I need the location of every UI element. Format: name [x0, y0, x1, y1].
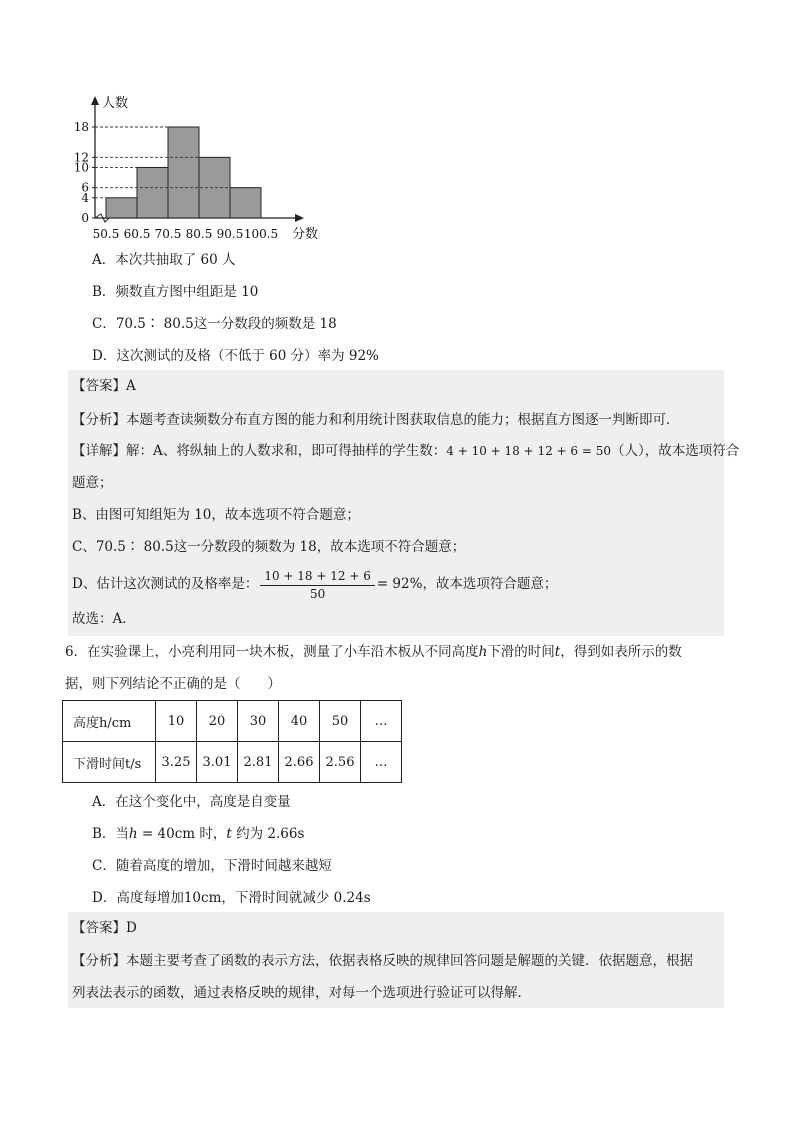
- q5-detail-4: D、估计这次测试的及格率是： $\frac{10 + 18 + 12 + 6}{50}$ = 92%，故本选项符合题意；: [72, 568, 558, 601]
- x-tick-label: 50.5: [92, 227, 120, 241]
- y-tick-label: 4: [81, 190, 89, 205]
- table-cell: 3.01: [197, 742, 238, 783]
- table-cell: …: [361, 742, 402, 783]
- q5-option-b: B．频数直方图中组距是 10: [92, 284, 259, 300]
- y-tick-label: 6: [81, 180, 89, 195]
- q5-option-c: C．70.5∶ 80.5这一分数段的频数是 18: [92, 316, 337, 332]
- table-cell: 50: [320, 701, 361, 742]
- q5-detail-1-cont: 题意；: [72, 475, 113, 491]
- row-header-time: 下滑时间t/s: [63, 742, 156, 783]
- table-cell: …: [361, 701, 402, 742]
- table-cell: 40: [279, 701, 320, 742]
- q5-analysis: 【分析】本题考查读频数分布直方图的能力和利用统计图获取信息的能力；根据直方图逐一判断即可．: [72, 412, 680, 428]
- q5-detail-3: C、70.5∶ 80.5这一分数段的频数为 18，故本选项不符合题意；: [72, 539, 466, 555]
- table-cell: 10: [156, 701, 197, 742]
- y-tick-label: 10: [73, 160, 89, 175]
- table-cell: 2.81: [238, 742, 279, 783]
- pass-rate-fraction: $\frac{10 + 18 + 12 + 6}{50}$: [260, 568, 375, 602]
- x-axis-label: 分数: [292, 227, 319, 242]
- x-tick-label: 80.5: [185, 227, 213, 241]
- q5-option-d: D．这次测试的及格（不低于 60 分）率为 92%: [92, 348, 379, 364]
- x-tick-label: 70.5: [154, 227, 182, 241]
- y-tick-label: 12: [73, 150, 89, 165]
- table-cell: 3.25: [156, 742, 197, 783]
- x-axis-arrow: [295, 214, 304, 222]
- q5-conclusion: 故选：A．: [72, 611, 136, 627]
- q6-analysis-line-1: 【分析】本题主要考查了函数的表示方法，依据表格反映的规律回答问题是解题的关键．依据题意，根据: [72, 953, 693, 969]
- y-axis-arrow: [91, 96, 99, 105]
- histogram-bar: [230, 188, 261, 218]
- histogram-bar: [137, 167, 168, 218]
- table-cell: 30: [238, 701, 279, 742]
- row-header-height: 高度h/cm: [63, 701, 156, 742]
- q6-stem-line-1: 6．在实验课上，小亮利用同一块木板，测量了小车沿木板从不同高度h下滑的时间t，得到如表所示的数: [65, 644, 682, 660]
- q6-stem-line-2: 据，则下列结论不正确的是（ ）: [65, 676, 281, 692]
- table-cell: 2.66: [279, 742, 320, 783]
- table-row: [63, 701, 402, 742]
- table-cell: 2.56: [320, 742, 361, 783]
- q6-option-c: C．随着高度的增加，下滑时间越来越短: [92, 858, 332, 874]
- table-cell: 20: [197, 701, 238, 742]
- q6-option-a: A．在这个变化中，高度是自变量: [92, 794, 291, 810]
- q5-detail-1: 【详解】解：A、将纵轴上的人数求和，即可得抽样的学生数：4 + 10 + 18 + 12 + 6 = 50（人），故本选项符合: [72, 443, 740, 459]
- y-tick-label: 18: [73, 120, 89, 134]
- x-tick-label: 90.5: [216, 227, 244, 241]
- q6-data-table: [62, 700, 402, 783]
- y-tick-label: 0: [81, 211, 89, 225]
- q6-analysis-line-2: 列表法表示的函数，通过表格反映的规律，对每一个选项进行验证可以得解．: [72, 985, 531, 1001]
- q6-option-b: B．当h = 40cm 时，t 约为 2.66s: [92, 826, 305, 842]
- histogram-chart: [60, 92, 340, 242]
- histogram-bar: [168, 127, 199, 218]
- q5-option-a: A．本次共抽取了 60 人: [92, 252, 236, 268]
- q5-detail-2: B、由图可知组矩为 10，故本选项不符合题意；: [72, 507, 360, 523]
- q6-answer: 【答案】D: [72, 920, 137, 936]
- q5-answer: 【答案】A: [72, 378, 136, 394]
- table-row: [63, 742, 402, 783]
- histogram-bar: [106, 198, 137, 218]
- x-tick-label: 100.5: [243, 227, 279, 241]
- x-tick-label: 60.5: [123, 227, 151, 241]
- q6-option-d: D．高度每增加10cm，下滑时间就减少 0.24s: [92, 890, 371, 906]
- y-axis-label: 人数: [102, 96, 129, 111]
